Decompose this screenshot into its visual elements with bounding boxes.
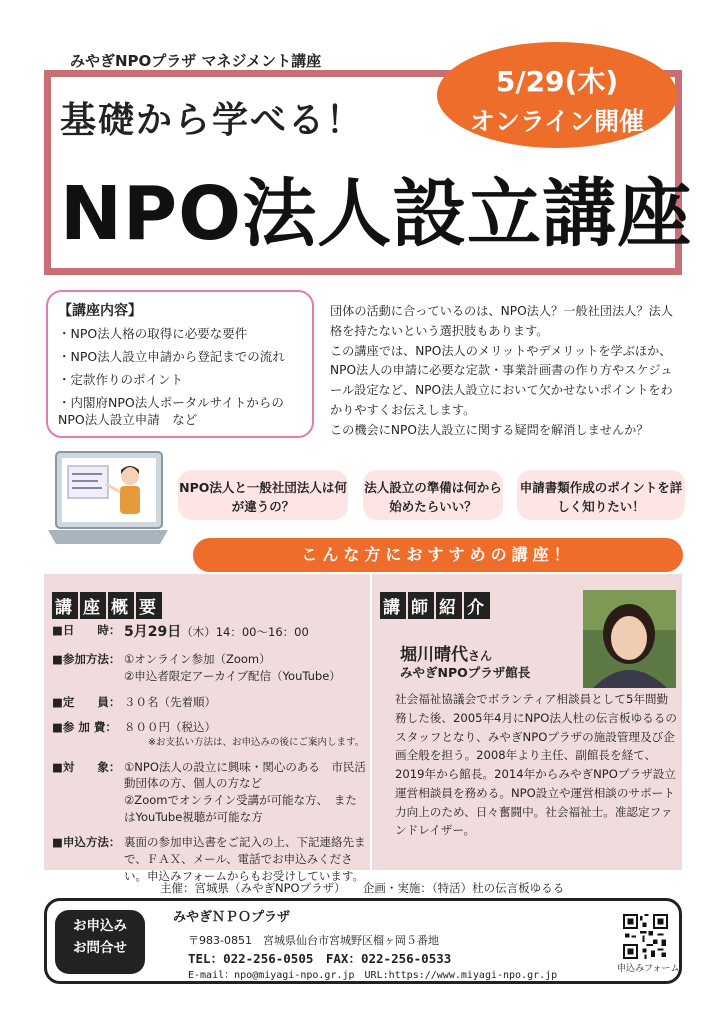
contact-address: 〒983-0851 宮城県仙台市宮城野区榴ヶ岡５番地 (188, 934, 439, 947)
contact-org: みやぎＮＰＯプラザ (173, 910, 291, 925)
question-bubble: 法人設立の準備は何から始めたらいい？ (363, 470, 503, 520)
fee-label: ■参 加 費： (52, 720, 117, 735)
heading-char: 座 (80, 592, 106, 619)
apply-method-value: 裏面の参加申込書をご記入の上、下記連絡先まで、ＦＡＸ、メール、電話でお申込みください。申込みフォームからもお受けしています。 (124, 835, 366, 883)
apply-method-label: ■申込方法： (52, 835, 121, 850)
content-item: ・定款作りのポイント (58, 371, 184, 387)
apply-row (52, 834, 368, 884)
instructor-role: みやぎNPOプラザ館長 (400, 665, 531, 680)
apply-label-line: お問合せ (73, 939, 127, 956)
heading-char: 要 (136, 592, 162, 619)
intro-paragraph: この講座では、NPO法人のメリットやデメリットを学ぶほか、NPO法人の申請に必要な定款・事業計画書の作り方やスケジュール設定など、NPO法人設立において欠かせないポイントをわかりやすくお伝えします。 (330, 343, 673, 417)
method-item: ①オンライン参加（Zoom） (124, 652, 271, 667)
date-rest: （木）14：00〜16：00 (181, 625, 309, 639)
method-item: ②申込者限定アーカイブ配信（YouTube） (124, 668, 341, 683)
qr-label: 申込みフォーム (617, 964, 680, 974)
intro-paragraph: この機会にNPO法人設立に関する疑問を解消しませんか？ (330, 422, 649, 437)
method-row (52, 651, 368, 684)
recommend-banner: こんな方におすすめの講座！ (193, 538, 683, 572)
instructor-photo (583, 590, 676, 688)
capacity-value: ３０名（先着順） (124, 694, 216, 709)
instructor-name-text: 堀川晴代 (400, 645, 468, 665)
content-item: ・NPO法人格の取得に必要な要件 (58, 326, 248, 341)
heading-char: 概 (108, 592, 134, 619)
content-heading: 【講座内容】 (58, 303, 142, 319)
course-content-box (46, 290, 314, 438)
intro-paragraph: 団体の活動に合っているのは、NPO法人？一般社団法人？法人格を持たないという選択肢もあります。 (330, 304, 673, 338)
date-badge (437, 42, 677, 148)
laptop-teacher-illustration (48, 448, 168, 552)
fee-note: ※お支払い方法は、お申込みの後にご案内します。 (148, 736, 365, 748)
contact-email-url[interactable]: E-mail：npo@miyagi-npo.gr.jp URL:https://www.miyagi-npo.gr.jp (188, 970, 558, 981)
intro-text (330, 302, 680, 440)
qr-code[interactable] (623, 914, 668, 959)
heading-char: 紹 (436, 592, 462, 619)
target-item: ②Zoomでオンライン受講が可能な方、 またはYouTube視聴が可能な方 (124, 793, 357, 824)
contact-phone: TEL：022-256-0505 FAX：022-256-0533 (188, 951, 452, 966)
instructor-name (400, 640, 492, 665)
overview-heading (52, 592, 164, 619)
target-item: ①NPO法人の設立に興味・関心のある 市民活動団体の方、個人の方など (124, 759, 366, 791)
fee-value: ８００円（税込） (124, 720, 216, 735)
heading-char: 講 (380, 592, 406, 619)
heading-char: 講 (52, 592, 78, 619)
organizers: 主催：宮城県（みやぎNPOプラザ） 企画・実施：（特活）杜の伝言板ゆるる (160, 881, 565, 895)
instructor-bio: 社会福祉協議会でボランティア相談員として5年間勤務した後、2005年4月にNPO法人杜の伝言板ゆるるのスタッフとなり、みやぎNPOプラザの施設管理及び企画全般を担う。2008年より主任、副館長を経て、2019年から館長。2014年からみやぎNPOプラザ設立運営相談員を務める。NPO設立や運営相談のサポート力向上のため、日々奮闘中。社会福祉士。准認定ファンドレイザー。 (395, 692, 677, 838)
overview-list (52, 622, 368, 893)
method-label: ■参加方法： (52, 652, 121, 667)
question-bubble: 申請書類作成のポイントを詳しく知りたい！ (517, 470, 685, 520)
series-label: みやぎNPOプラザ マネジメント講座 (70, 52, 322, 70)
page-title: NPO法人設立講座 (60, 171, 693, 257)
content-item: ・NPO法人設立申請から登記までの流れ (58, 348, 285, 364)
capacity-row (52, 694, 368, 711)
target-row (52, 759, 368, 826)
instructor-heading (380, 592, 492, 619)
badge-date: 5/29(木) (495, 65, 619, 98)
fee-row (52, 719, 368, 749)
heading-char: 師 (408, 592, 434, 619)
date-label: ■日 時： (52, 623, 121, 637)
date-row (52, 622, 368, 642)
badge-online: オンライン開催 (469, 107, 645, 136)
apply-contact-label (55, 910, 145, 974)
content-item: ・内閣府NPO法人ポータルサイトからの NPO法人設立申請 など (58, 394, 297, 427)
question-bubble: NPO法人と一般社団法人は何が違うの？ (178, 470, 348, 520)
instructor-suffix: さん (468, 649, 493, 663)
date-main: 5月29日 (124, 624, 182, 640)
heading-char: 介 (464, 592, 490, 619)
capacity-label: ■定 員： (52, 694, 121, 709)
catch-copy: 基礎から学べる！ (60, 100, 365, 141)
apply-label-line: お申込み (73, 918, 127, 934)
target-label: ■対 象： (52, 759, 121, 774)
